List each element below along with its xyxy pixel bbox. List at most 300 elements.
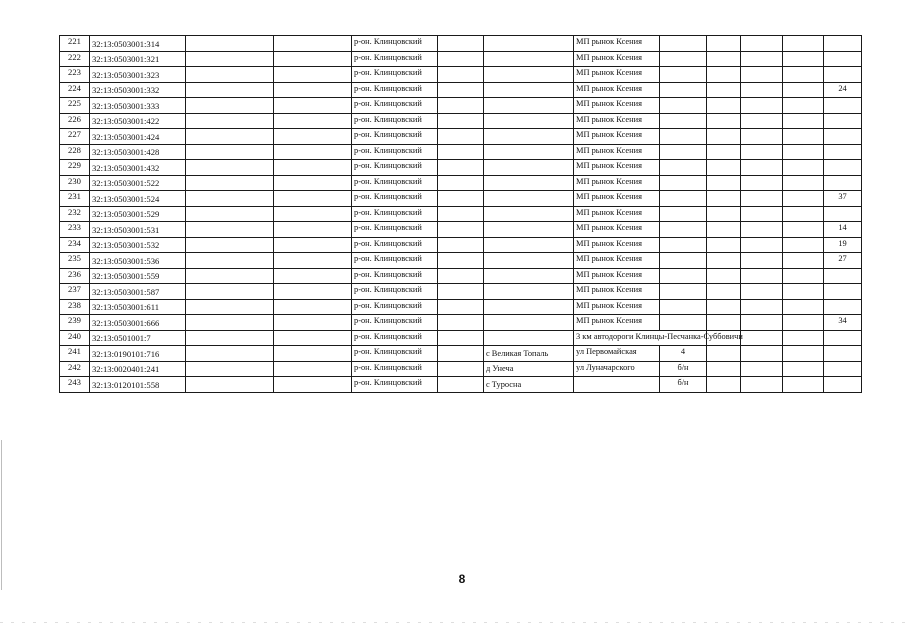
location-cell: МП рынок Ксения [574,191,660,207]
empty-cell [783,222,824,238]
empty-cell [741,36,783,52]
district-cell: р-он. Клинцовский [352,330,438,346]
empty-cell [274,82,352,98]
house-number-cell [660,36,707,52]
cadastral-number: 32:13:0503001:333 [90,98,186,114]
empty-cell [438,98,484,114]
district-cell: р-он. Клинцовский [352,346,438,362]
empty-cell [274,377,352,393]
location-cell: МП рынок Ксения [574,299,660,315]
row-number: 240 [60,330,90,346]
empty-cell [186,98,274,114]
empty-cell [783,253,824,269]
location-cell: МП рынок Ксения [574,129,660,145]
empty-cell [438,377,484,393]
row-number: 221 [60,36,90,52]
empty-cell [186,237,274,253]
settlement-cell: д Унеча [484,361,574,377]
empty-cell [707,144,741,160]
empty-cell [186,175,274,191]
settlement-cell: с Туросна [484,377,574,393]
empty-cell [186,160,274,176]
empty-cell [707,222,741,238]
location-cell: МП рынок Ксения [574,315,660,331]
empty-cell [741,253,783,269]
empty-cell [274,129,352,145]
value-cell [824,160,862,176]
settlement-cell [484,51,574,67]
district-cell: р-он. Клинцовский [352,299,438,315]
row-number: 230 [60,175,90,191]
cadastral-number: 32:13:0501001:7 [90,330,186,346]
row-number: 226 [60,113,90,129]
empty-cell [707,268,741,284]
row-number: 232 [60,206,90,222]
empty-cell [274,299,352,315]
settlement-cell [484,175,574,191]
house-number-cell [660,129,707,145]
empty-cell [783,330,824,346]
empty-cell [707,51,741,67]
empty-cell [186,51,274,67]
empty-cell [741,346,783,362]
location-cell: МП рынок Ксения [574,222,660,238]
empty-cell [438,268,484,284]
value-cell: 19 [824,237,862,253]
empty-cell [741,67,783,83]
house-number-cell [660,98,707,114]
table-row [60,222,862,238]
empty-cell [438,36,484,52]
row-number: 237 [60,284,90,300]
empty-cell [707,284,741,300]
district-cell: р-он. Клинцовский [352,191,438,207]
row-number: 236 [60,268,90,284]
empty-cell [741,361,783,377]
empty-cell [438,67,484,83]
empty-cell [783,237,824,253]
table-row [60,206,862,222]
house-number-cell [660,315,707,331]
empty-cell [186,315,274,331]
scan-edge-mark [1,440,2,590]
empty-cell [186,36,274,52]
empty-cell [783,98,824,114]
empty-cell [438,144,484,160]
settlement-cell [484,113,574,129]
empty-cell [783,299,824,315]
district-cell: р-он. Клинцовский [352,253,438,269]
settlement-cell: с Великая Топаль [484,346,574,362]
settlement-cell [484,237,574,253]
value-cell [824,299,862,315]
empty-cell [438,346,484,362]
row-number: 227 [60,129,90,145]
empty-cell [274,237,352,253]
location-cell: МП рынок Ксения [574,98,660,114]
empty-cell [186,284,274,300]
table-row [60,144,862,160]
location-cell: ул Луначарского [574,361,660,377]
cadastral-number: 32:13:0503001:532 [90,237,186,253]
empty-cell [438,253,484,269]
empty-cell [741,129,783,145]
house-number-cell [660,268,707,284]
cadastral-number: 32:13:0503001:332 [90,82,186,98]
location-cell: МП рынок Ксения [574,268,660,284]
table-row [60,191,862,207]
settlement-cell [484,129,574,145]
settlement-cell [484,206,574,222]
row-number: 223 [60,67,90,83]
empty-cell [438,330,484,346]
row-number: 241 [60,346,90,362]
value-cell [824,36,862,52]
table-row [60,253,862,269]
empty-cell [741,82,783,98]
row-number: 239 [60,315,90,331]
empty-cell [274,144,352,160]
empty-cell [186,144,274,160]
cadastral-number: 32:13:0503001:524 [90,191,186,207]
empty-cell [707,361,741,377]
settlement-cell [484,253,574,269]
house-number-cell [660,284,707,300]
empty-cell [783,129,824,145]
cadastral-number: 32:13:0503001:531 [90,222,186,238]
settlement-cell [484,330,574,346]
house-number-cell [660,144,707,160]
house-number-cell [660,191,707,207]
empty-cell [783,268,824,284]
empty-cell [438,175,484,191]
empty-cell [186,129,274,145]
empty-cell [186,268,274,284]
empty-cell [186,82,274,98]
settlement-cell [484,222,574,238]
row-number: 228 [60,144,90,160]
empty-cell [741,222,783,238]
empty-cell [438,206,484,222]
table-row [60,129,862,145]
cadastral-number: 32:13:0503001:321 [90,51,186,67]
location-cell: МП рынок Ксения [574,51,660,67]
table-row [60,82,862,98]
settlement-cell [484,67,574,83]
location-cell: МП рынок Ксения [574,82,660,98]
value-cell: 27 [824,253,862,269]
empty-cell [741,51,783,67]
empty-cell [741,330,783,346]
empty-cell [741,160,783,176]
empty-cell [274,253,352,269]
empty-cell [274,330,352,346]
registry-table [59,35,862,393]
house-number-cell: б/н [660,377,707,393]
empty-cell [438,222,484,238]
empty-cell [741,144,783,160]
empty-cell [707,237,741,253]
settlement-cell [484,36,574,52]
value-cell [824,113,862,129]
value-cell [824,98,862,114]
empty-cell [783,160,824,176]
empty-cell [274,51,352,67]
registry-table-body [60,36,862,393]
empty-cell [274,98,352,114]
empty-cell [186,299,274,315]
district-cell: р-он. Клинцовский [352,129,438,145]
table-row [60,51,862,67]
empty-cell [741,206,783,222]
value-cell [824,129,862,145]
table-row [60,268,862,284]
empty-cell [186,191,274,207]
location-cell: МП рынок Ксения [574,144,660,160]
cadastral-number: 32:13:0503001:536 [90,253,186,269]
empty-cell [707,377,741,393]
house-number-cell [660,82,707,98]
district-cell: р-он. Клинцовский [352,222,438,238]
house-number-cell [660,175,707,191]
district-cell: р-он. Клинцовский [352,361,438,377]
house-number-cell [660,113,707,129]
empty-cell [186,113,274,129]
cadastral-number: 32:13:0503001:522 [90,175,186,191]
table-row [60,377,862,393]
location-cell: МП рынок Ксения [574,113,660,129]
settlement-cell [484,144,574,160]
table-row [60,361,862,377]
cadastral-number: 32:13:0503001:666 [90,315,186,331]
empty-cell [707,299,741,315]
table-row [60,299,862,315]
empty-cell [438,129,484,145]
table-row [60,175,862,191]
row-number: 243 [60,377,90,393]
value-cell [824,175,862,191]
empty-cell [186,377,274,393]
empty-cell [186,346,274,362]
empty-cell [741,237,783,253]
empty-cell [274,222,352,238]
house-number-cell: б/н [660,361,707,377]
value-cell [824,51,862,67]
house-number-cell [660,237,707,253]
empty-cell [783,315,824,331]
scan-noise-line [0,622,905,623]
empty-cell [707,36,741,52]
empty-cell [274,67,352,83]
value-cell [824,330,862,346]
location-cell: МП рынок Ксения [574,67,660,83]
district-cell: р-он. Клинцовский [352,315,438,331]
empty-cell [783,284,824,300]
empty-cell [783,144,824,160]
empty-cell [274,113,352,129]
house-number-cell [660,67,707,83]
house-number-cell: 4 [660,346,707,362]
settlement-cell [484,98,574,114]
empty-cell [783,346,824,362]
empty-cell [274,206,352,222]
empty-cell [783,51,824,67]
empty-cell [186,361,274,377]
value-cell [824,268,862,284]
value-cell [824,346,862,362]
location-cell: МП рынок Ксения [574,206,660,222]
cadastral-number: 32:13:0503001:428 [90,144,186,160]
location-cell [574,377,660,393]
district-cell: р-он. Клинцовский [352,51,438,67]
empty-cell [274,268,352,284]
location-cell: МП рынок Ксения [574,160,660,176]
district-cell: р-он. Клинцовский [352,268,438,284]
table-row [60,315,862,331]
settlement-cell [484,284,574,300]
value-cell [824,284,862,300]
empty-cell [186,206,274,222]
cadastral-number: 32:13:0503001:529 [90,206,186,222]
empty-cell [274,160,352,176]
table-row [60,98,862,114]
empty-cell [438,361,484,377]
settlement-cell [484,160,574,176]
row-number: 222 [60,51,90,67]
row-number: 229 [60,160,90,176]
empty-cell [438,237,484,253]
value-cell [824,206,862,222]
empty-cell [707,67,741,83]
empty-cell [783,175,824,191]
cadastral-number: 32:13:0503001:587 [90,284,186,300]
row-number: 238 [60,299,90,315]
location-cell: МП рынок Ксения [574,36,660,52]
row-number: 234 [60,237,90,253]
location-cell: МП рынок Ксения [574,175,660,191]
location-cell: 3 км автодороги Клинцы-Песчанка-Суббовичи [574,330,707,346]
empty-cell [707,315,741,331]
empty-cell [741,284,783,300]
settlement-cell [484,299,574,315]
cadastral-number: 32:13:0503001:559 [90,268,186,284]
empty-cell [274,346,352,362]
empty-cell [707,113,741,129]
district-cell: р-он. Клинцовский [352,206,438,222]
empty-cell [707,346,741,362]
cadastral-number: 32:13:0190101:716 [90,346,186,362]
empty-cell [274,175,352,191]
table-row [60,67,862,83]
value-cell: 14 [824,222,862,238]
settlement-cell [484,315,574,331]
empty-cell [741,113,783,129]
table-row [60,113,862,129]
empty-cell [274,361,352,377]
empty-cell [783,361,824,377]
value-cell [824,67,862,83]
empty-cell [783,113,824,129]
empty-cell [707,160,741,176]
value-cell: 24 [824,82,862,98]
empty-cell [783,82,824,98]
district-cell: р-он. Клинцовский [352,377,438,393]
table-row [60,36,862,52]
empty-cell [707,206,741,222]
table-row [60,346,862,362]
house-number-cell [660,51,707,67]
value-cell [824,361,862,377]
empty-cell [741,315,783,331]
empty-cell [783,191,824,207]
district-cell: р-он. Клинцовский [352,144,438,160]
cadastral-number: 32:13:0503001:424 [90,129,186,145]
empty-cell [438,191,484,207]
row-number: 233 [60,222,90,238]
empty-cell [438,160,484,176]
settlement-cell [484,268,574,284]
district-cell: р-он. Клинцовский [352,67,438,83]
district-cell: р-он. Клинцовский [352,160,438,176]
district-cell: р-он. Клинцовский [352,82,438,98]
empty-cell [707,175,741,191]
cadastral-number: 32:13:0503001:323 [90,67,186,83]
empty-cell [741,377,783,393]
empty-cell [783,377,824,393]
empty-cell [707,191,741,207]
house-number-cell [660,299,707,315]
empty-cell [438,113,484,129]
cadastral-number: 32:13:0503001:314 [90,36,186,52]
district-cell: р-он. Клинцовский [352,175,438,191]
row-number: 242 [60,361,90,377]
table-row [60,330,862,346]
district-cell: р-он. Клинцовский [352,237,438,253]
empty-cell [274,315,352,331]
empty-cell [438,284,484,300]
empty-cell [707,253,741,269]
empty-cell [186,67,274,83]
row-number: 235 [60,253,90,269]
empty-cell [438,51,484,67]
cadastral-number: 32:13:0020401:241 [90,361,186,377]
empty-cell [707,82,741,98]
empty-cell [707,98,741,114]
location-cell: МП рынок Ксения [574,253,660,269]
house-number-cell [660,222,707,238]
cadastral-number: 32:13:0503001:432 [90,160,186,176]
empty-cell [783,206,824,222]
settlement-cell [484,191,574,207]
empty-cell [186,222,274,238]
row-number: 225 [60,98,90,114]
page-number: 8 [458,572,466,586]
empty-cell [741,191,783,207]
table-row [60,237,862,253]
empty-cell [783,36,824,52]
district-cell: р-он. Клинцовский [352,113,438,129]
cadastral-number: 32:13:0120101:558 [90,377,186,393]
value-cell: 34 [824,315,862,331]
value-cell [824,377,862,393]
empty-cell [274,284,352,300]
cadastral-number: 32:13:0503001:611 [90,299,186,315]
empty-cell [274,36,352,52]
empty-cell [438,82,484,98]
location-cell: ул Первомайская [574,346,660,362]
location-cell: МП рынок Ксения [574,237,660,253]
row-number: 231 [60,191,90,207]
